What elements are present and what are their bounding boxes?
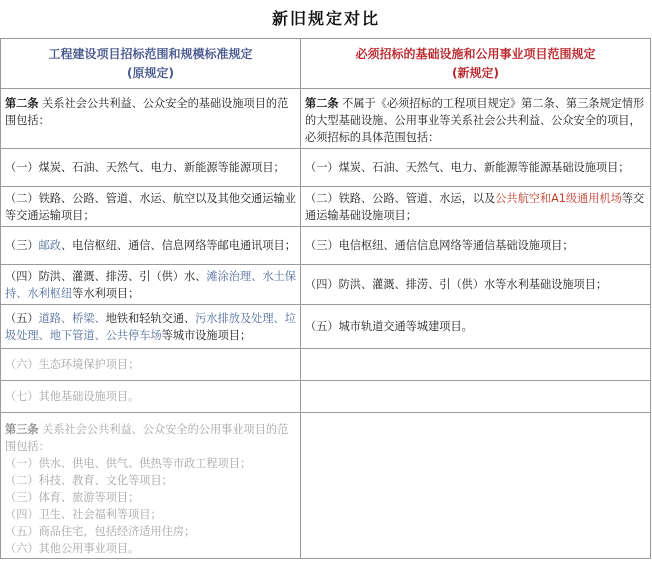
removed-highlight: 滩涂治理、水土保持、水利枢纽: [5, 269, 296, 300]
item-text: （五）: [5, 311, 39, 325]
removed-highlight: 道路、桥梁、: [38, 311, 106, 325]
list-item: （五）商品住宅，包括经济适用住房；: [5, 525, 196, 538]
table-row: [1, 89, 651, 149]
list-item: （三）体育、旅游等项目；: [5, 491, 140, 504]
new-rule-header: [301, 39, 651, 89]
new-item-3: （三）电信枢纽、通信信息网络等通信基础设施项目；: [301, 227, 651, 265]
old-rule-tag: (原规定): [127, 65, 174, 80]
article-text: 关系社会公共利益、公众安全的基础设施项目的范围包括：: [5, 97, 289, 127]
article-heading: [5, 421, 296, 455]
table-row: [1, 305, 651, 349]
new-rule-tag: (新规定): [452, 65, 499, 80]
page-title: 新旧规定对比: [271, 9, 380, 28]
new-item-1: （一）煤炭、石油、天然气、电力、新能源等能源基础设施项目；: [301, 149, 651, 187]
article-text: 关系社会公共利益、公众安全的公用事业项目的范围包括：: [5, 423, 289, 453]
article-label: 第三条: [5, 423, 39, 436]
item-text: 等交通运输基础设施项目；: [305, 191, 645, 222]
article-label: 第二条: [5, 97, 39, 110]
comparison-table: [0, 38, 651, 559]
table-row: [1, 227, 651, 265]
item-text: （四）防洪、灌溉、排涝、引（供）水、: [5, 269, 207, 283]
article-text: 不属于《必须招标的工程项目规定》第二条、第三条规定情形的大型基础设施、公用事业等关系社会公共利益、公众安全的项目，必须招标的具体范围包括：: [305, 97, 645, 144]
old-item-7: （七）其他基础设施项目。: [1, 381, 301, 413]
table-row: [1, 149, 651, 187]
old-item-5: [1, 305, 301, 349]
new-addition-highlight: 公共航空和A1级通用机场: [495, 191, 622, 205]
new-empty-cell: [301, 413, 651, 559]
item-text: （二）铁路、公路、管道、水运，以及: [305, 191, 496, 205]
article-label: 第二条: [305, 97, 339, 110]
old-item-4: [1, 265, 301, 305]
item-text: （三）: [5, 239, 39, 252]
table-row: [1, 349, 651, 381]
old-item-6: （六）生态环境保护项目；: [1, 349, 301, 381]
new-item-5: （五）城市轨道交通等城建项目。: [301, 305, 651, 349]
new-article-2: [301, 89, 651, 149]
old-item-2: （二）铁路、公路、管道、水运、航空以及其他交通运输业等交通运输项目；: [1, 187, 301, 227]
removed-highlight: 邮政: [38, 239, 61, 252]
item-text: 等城市设施项目；: [161, 328, 252, 342]
list-item: （一）供水、供电、供气、供热等市政工程项目；: [5, 457, 252, 470]
table-row: [1, 381, 651, 413]
new-empty-cell: [301, 381, 651, 413]
old-rule-name: 工程建设项目招标范围和规模标准规定: [48, 46, 253, 61]
old-article-2: [1, 89, 301, 149]
item-text: 地铁和轻轨交通、: [105, 311, 196, 325]
old-item-3: [1, 227, 301, 265]
table-header-row: [1, 39, 651, 89]
old-item-1: （一）煤炭、石油、天然气、电力、新能源等能源项目；: [1, 149, 301, 187]
new-item-4: （四）防洪、灌溉、排涝、引（供）水等水利基础设施项目；: [301, 265, 651, 305]
item-text: 等水利项目；: [72, 286, 140, 300]
list-item: （四）卫生、社会福利等项目；: [5, 508, 162, 521]
table-row: [1, 187, 651, 227]
removed-highlight: 污水排放及处理、垃圾处理、地下管道、公共停车场: [5, 311, 296, 342]
new-rule-name: 必须招标的基础设施和公用事业项目范围规定: [355, 46, 596, 61]
old-rule-header: [1, 39, 301, 89]
table-row: [1, 265, 651, 305]
table-row: [1, 413, 651, 559]
item-text: 、电信枢纽、通信、信息网络等邮电通讯项目；: [60, 239, 296, 252]
list-item: （二）科技、教育、文化等项目；: [5, 474, 173, 487]
new-empty-cell: [301, 349, 651, 381]
list-item: （六）其他公用事业项目。: [5, 542, 140, 555]
old-article-3: [1, 413, 301, 559]
new-item-2: [301, 187, 651, 227]
